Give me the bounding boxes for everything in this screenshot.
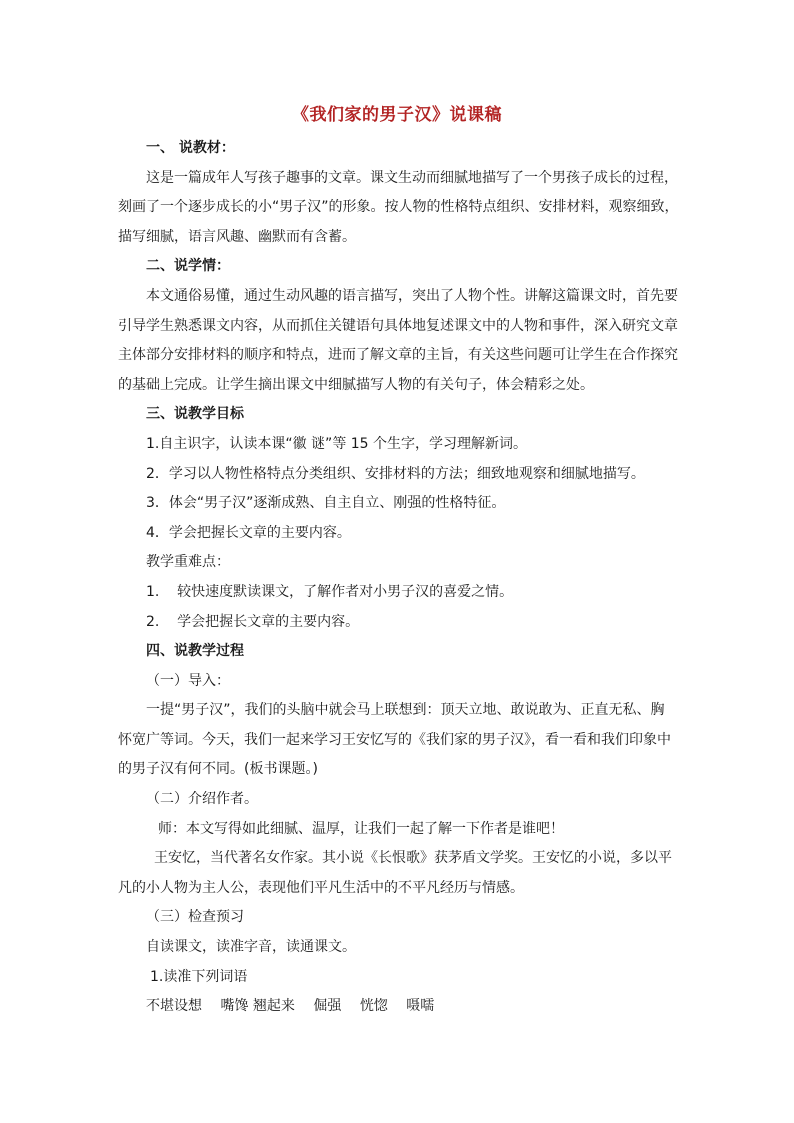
section-1-line-1: 这是一篇成年人写孩子趣事的文章。课文生动而细腻地描写了一个男孩子成长的过程， xyxy=(146,169,678,186)
part-1-label: （一）导入： xyxy=(146,672,230,689)
part-1-line-1: 一提“男子汉”，我们的头脑中就会马上联想到：顶天立地、敢说敢为、正直无私、胸 xyxy=(146,702,665,719)
document-title: 《我们家的男子汉》说课稿 xyxy=(292,105,502,125)
section-2-line-4: 的基础上完成。让学生摘出课文中细腻描写人物的有关句子，体会精彩之处。 xyxy=(118,376,594,393)
section-3-heading: 三、说教学目标 xyxy=(146,406,244,423)
goal-3: 3．体会“男子汉”逐渐成熟、自主自立、刚强的性格特征。 xyxy=(146,495,506,512)
section-2-line-2: 引导学生熟悉课文内容，从而抓住关键语句具体地复述课文中的人物和事件，深入研究文章 xyxy=(118,317,678,334)
difficulty-2: 2. 学会把握长文章的主要内容。 xyxy=(146,613,360,630)
word-list xyxy=(118,992,678,1022)
part-2-author-line-2: 凡的小人物为主人公，表现他们平凡生活中的不平凡经历与情感。 xyxy=(118,879,524,896)
section-1-line-2: 刻画了一个逐步成长的小“男子汉”的形象。按人物的性格特点组织、安排材料，观察细致， xyxy=(118,199,679,216)
word-item: 嗫嚅 xyxy=(406,998,435,1015)
part-2-author-line-1: 王安忆，当代著名女作家。其小说《长恨歌》获茅盾文学奖。王安忆的小说，多以平 xyxy=(154,850,672,867)
part-1-line-3: 的男子汉有何不同。(板书课题。) xyxy=(118,761,318,778)
part-1-line-2: 怀宽广等词。今天，我们一起来学习王安忆写的《我们家的男子汉》，看一看和我们印象中 xyxy=(118,731,671,748)
goal-4: 4．学会把握长文章的主要内容。 xyxy=(146,524,351,541)
part-3-label: （三）检查预习 xyxy=(146,909,244,926)
part-2-label: （二）介绍作者。 xyxy=(146,791,258,808)
section-2-heading: 二、说学情： xyxy=(146,258,230,275)
difficulty-label: 教学重难点： xyxy=(146,554,230,571)
section-2-line-3: 主体部分安排材料的顺序和特点，进而了解文章的主旨，有关这些问题可让学生在合作探究 xyxy=(118,347,678,364)
word-item: 翘起来 xyxy=(252,998,295,1015)
word-item: 嘴馋 xyxy=(220,998,249,1015)
word-item: 恍惚 xyxy=(359,998,388,1015)
section-1-line-3: 描写细腻，语言风趣、幽默而有含蓄。 xyxy=(118,228,356,245)
part-3-line: 自读课文，读准字音，读通课文。 xyxy=(146,939,356,956)
document-body xyxy=(118,134,678,1022)
goal-2: 2．学习以人物性格特点分类组织、安排材料的方法；细致地观察和细腻地描写。 xyxy=(146,465,645,482)
section-4-heading: 四、说教学过程 xyxy=(146,643,244,660)
part-2-teacher-line: 师：本文写得如此细腻、温厚，让我们一起了解一下作者是谁吧！ xyxy=(158,820,564,837)
part-3-sub-label: 1.读准下列词语 xyxy=(150,968,248,985)
section-1-heading: 一、 说教材： xyxy=(146,140,235,156)
section-2-line-1: 本文通俗易懂，通过生动风趣的语言描写，突出了人物个性。讲解这篇课文时，首先要 xyxy=(146,287,678,304)
word-item: 不堪设想 xyxy=(146,998,202,1015)
difficulty-1: 1. 较快速度默读课文，了解作者对小男子汉的喜爱之情。 xyxy=(146,583,514,600)
word-item: 倔强 xyxy=(313,998,342,1015)
goal-1: 1.自主识字，认读本课“徽 谜”等 15 个生字，学习理解新词。 xyxy=(146,435,528,452)
